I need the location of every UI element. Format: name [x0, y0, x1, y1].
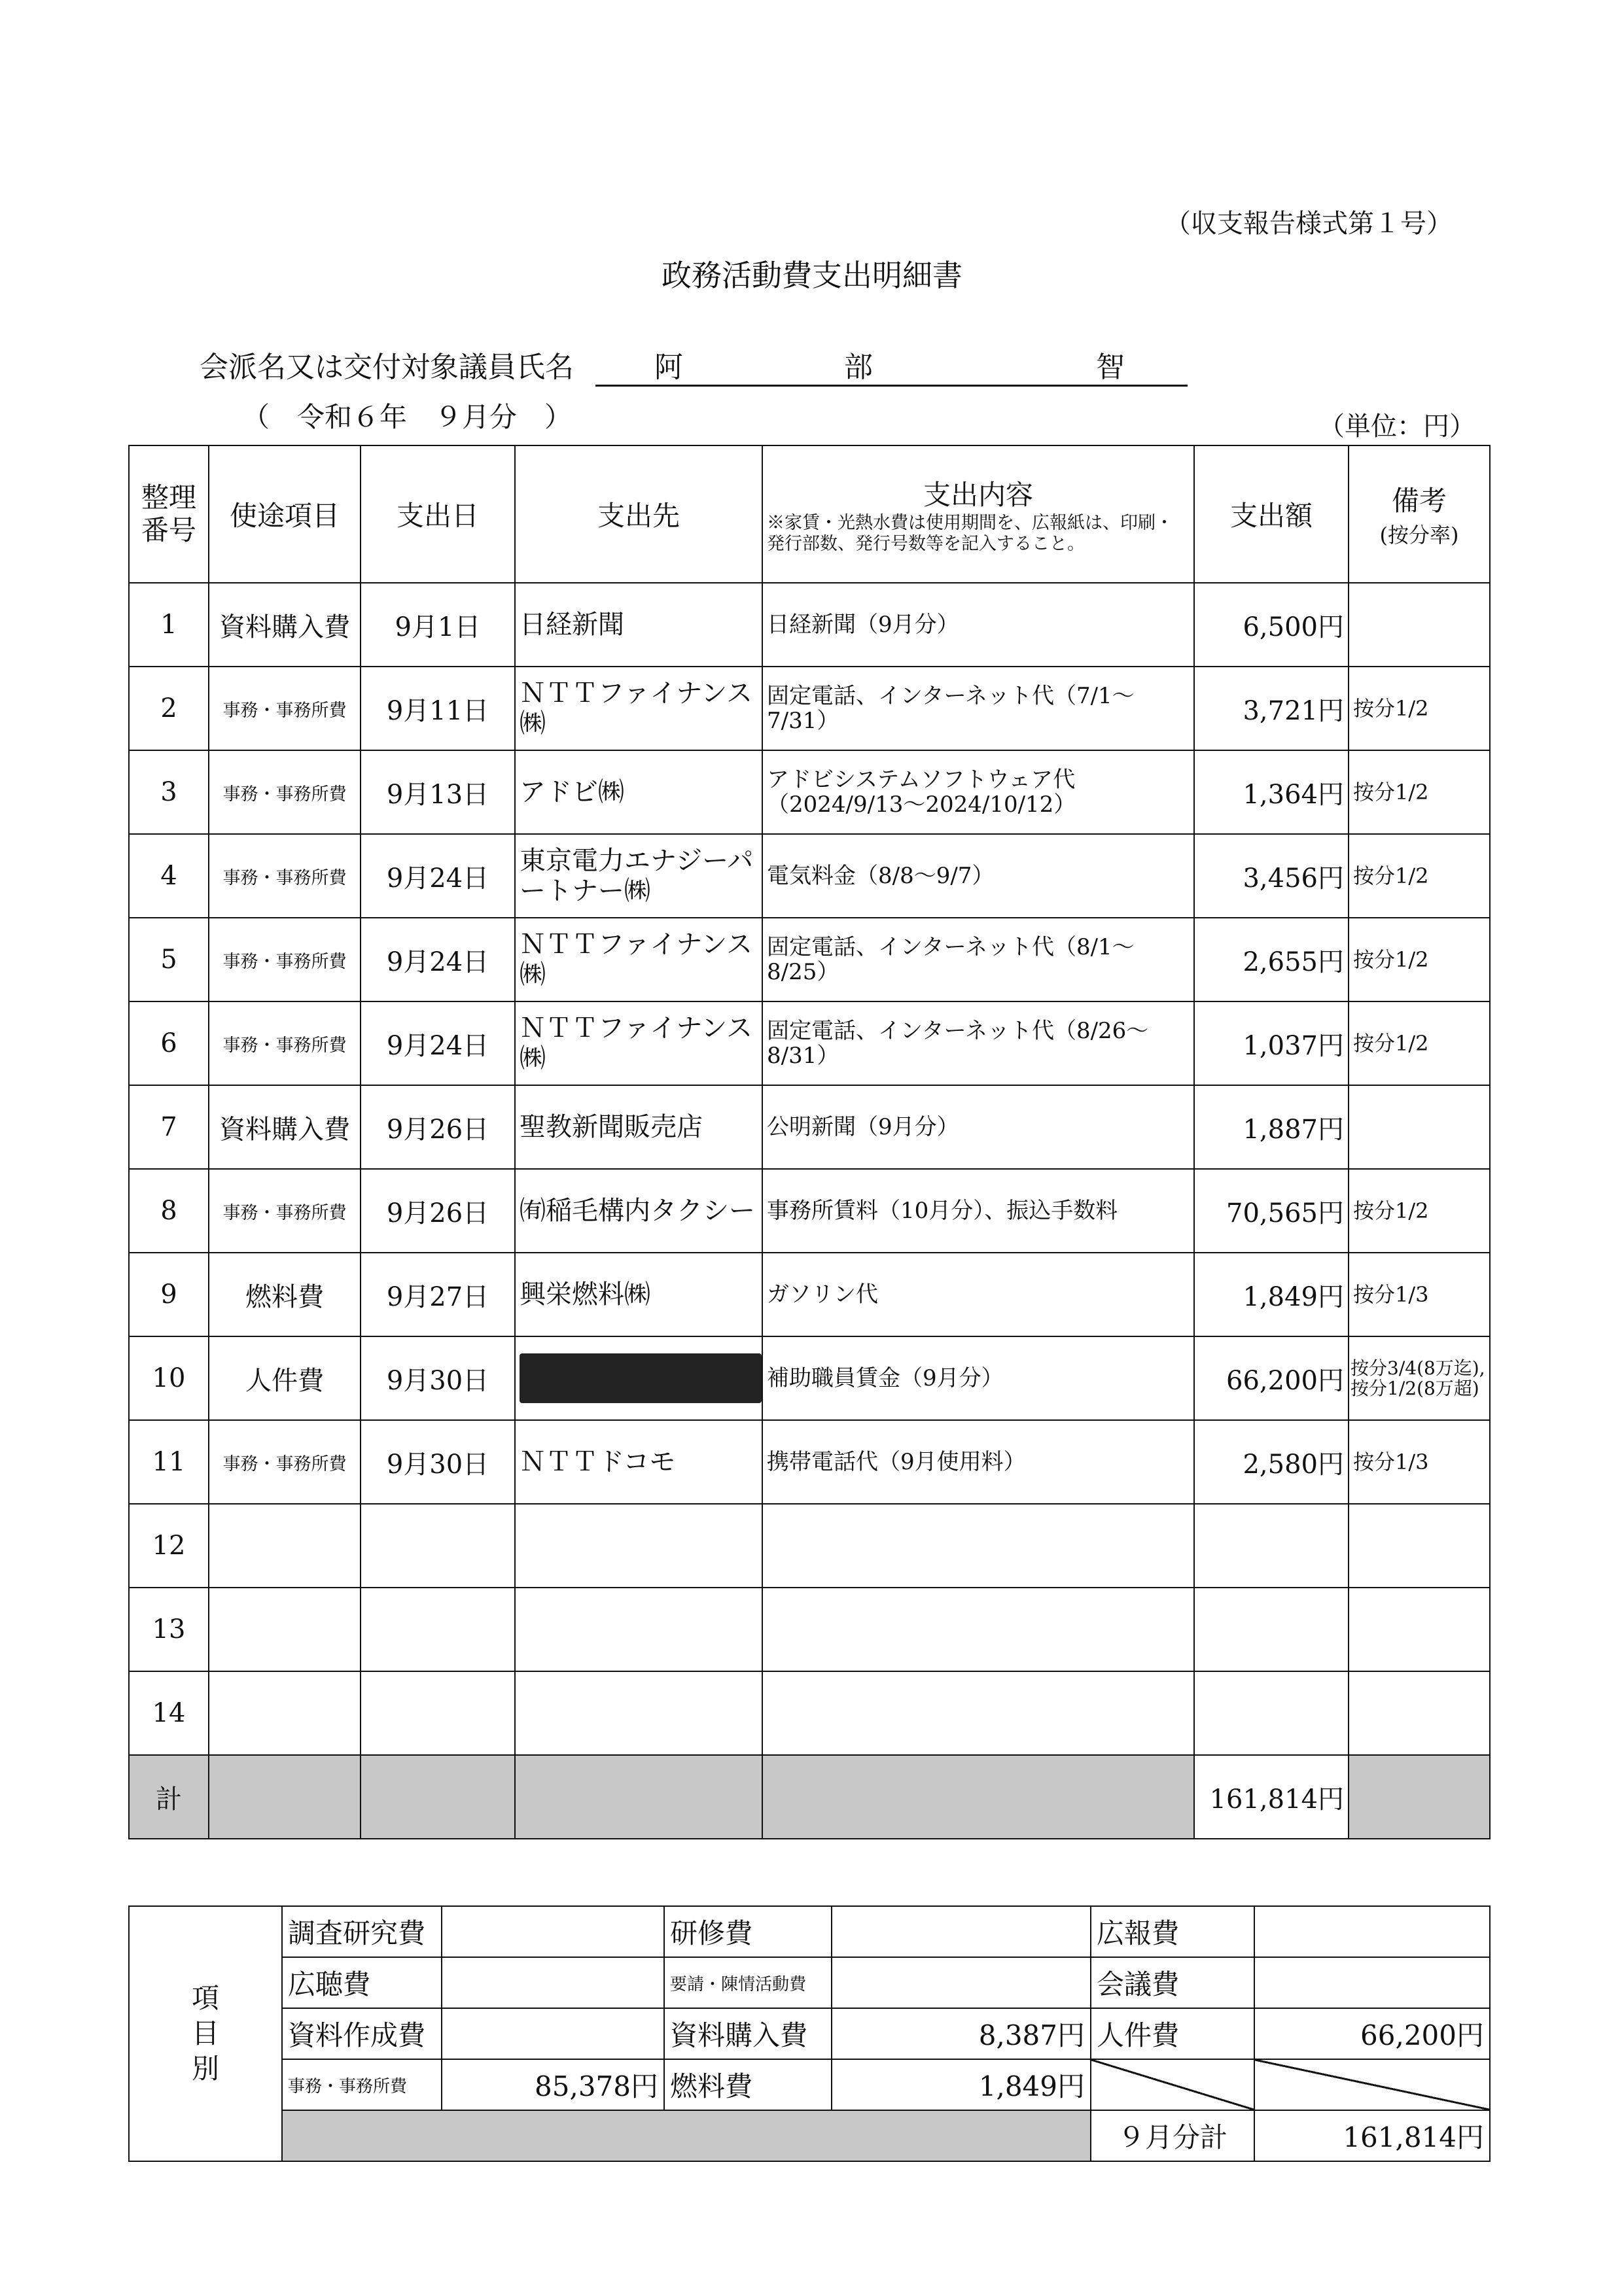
row-date [361, 1671, 515, 1755]
row-amount: 1,887円 [1194, 1085, 1349, 1169]
row-amount [1194, 1504, 1349, 1588]
cat-value-personnel: 66,200円 [1254, 2008, 1490, 2059]
row-usage: 資料購入費 [209, 1085, 361, 1169]
row-amount: 66,200円 [1194, 1336, 1349, 1420]
row-payee: 東京電力エナジーパートナー㈱ [515, 834, 762, 918]
cat-label-research: 調査研究費 [282, 1906, 442, 1957]
row-content: 日経新聞（9月分） [762, 583, 1194, 667]
row-remark: 按分3/4(8万迄),按分1/2(8万超) [1349, 1336, 1490, 1420]
cat-label-training: 研修費 [664, 1906, 832, 1957]
row-content: 固定電話、インターネット代（8/26～8/31） [762, 1001, 1194, 1085]
table-row [129, 1588, 1490, 1671]
row-date: 9月26日 [361, 1169, 515, 1253]
cat-value-pr [1254, 1906, 1490, 1957]
cat-slash-cell [1091, 2059, 1254, 2110]
row-amount: 2,655円 [1194, 918, 1349, 1001]
table-row [129, 1336, 1490, 1420]
cat-label-materials-purchase: 資料購入費 [664, 2008, 832, 2059]
cat-value-fuel: 1,849円 [832, 2059, 1091, 2110]
row-no: 11 [129, 1420, 209, 1504]
cat-value-petition [832, 1957, 1091, 2008]
cat-label-meeting: 会議費 [1091, 1957, 1254, 2008]
row-date [361, 1588, 515, 1671]
page-title: 政務活動費支出明細書 [662, 258, 962, 293]
row-content [762, 1588, 1194, 1671]
row-usage [209, 1588, 361, 1671]
row-no: 9 [129, 1253, 209, 1336]
header-remark-sub: (按分率) [1379, 523, 1459, 548]
table-row [129, 1504, 1490, 1588]
name-char-3: 智 [1096, 351, 1125, 384]
cat-label-office: 事務・事務所費 [282, 2059, 442, 2110]
total-blank [1349, 1755, 1490, 1839]
row-date: 9月24日 [361, 1001, 515, 1085]
row-remark [1349, 1671, 1490, 1755]
row-usage: 資料購入費 [209, 583, 361, 667]
row-payee: ＮＴＴドコモ [515, 1420, 762, 1504]
row-no: 5 [129, 918, 209, 1001]
row-payee [515, 1504, 762, 1588]
month-total-label: ９月分計 [1091, 2110, 1254, 2161]
row-content: 固定電話、インターネット代（7/1～7/31） [762, 667, 1194, 750]
table-row [129, 1001, 1490, 1085]
table-header-row [129, 445, 1490, 583]
table-row [129, 583, 1490, 667]
header-usage: 使途項目 [209, 445, 361, 583]
cat-label-petition: 要請・陳情活動費 [664, 1957, 832, 2008]
row-payee [515, 1671, 762, 1755]
row-no: 3 [129, 750, 209, 834]
row-content: 固定電話、インターネット代（8/1～8/25） [762, 918, 1194, 1001]
row-remark: 按分1/3 [1349, 1253, 1490, 1336]
row-usage: 事務・事務所費 [209, 1420, 361, 1504]
row-date: 9月27日 [361, 1253, 515, 1336]
table-row [129, 1671, 1490, 1755]
row-no: 13 [129, 1588, 209, 1671]
row-remark [1349, 1504, 1490, 1588]
row-remark: 按分1/3 [1349, 1420, 1490, 1504]
cat-label-hearing: 広聴費 [282, 1957, 442, 2008]
row-payee: 日経新聞 [515, 583, 762, 667]
cat-value-office: 85,378円 [442, 2059, 664, 2110]
cat-value-meeting [1254, 1957, 1490, 2008]
total-blank [515, 1755, 762, 1839]
cat-gray-filler [282, 2110, 1091, 2161]
row-date: 9月30日 [361, 1336, 515, 1420]
row-payee: ＮＴＴファイナンス㈱ [515, 918, 762, 1001]
row-remark [1349, 583, 1490, 667]
table-row [129, 750, 1490, 834]
row-payee: 興栄燃料㈱ [515, 1253, 762, 1336]
row-content: 携帯電話代（9月使用料） [762, 1420, 1194, 1504]
row-usage: 事務・事務所費 [209, 1169, 361, 1253]
cat-label-personnel: 人件費 [1091, 2008, 1254, 2059]
cat-value-materials-purchase: 8,387円 [832, 2008, 1091, 2059]
row-amount: 1,037円 [1194, 1001, 1349, 1085]
cat-value-materials-making [442, 2008, 664, 2059]
row-amount: 6,500円 [1194, 583, 1349, 667]
total-amount: 161,814円 [1194, 1755, 1349, 1839]
unit-label: （単位：円） [1318, 411, 1475, 442]
header-payee: 支出先 [515, 445, 762, 583]
row-remark: 按分1/2 [1349, 834, 1490, 918]
redacted-block [520, 1353, 762, 1403]
row-usage: 事務・事務所費 [209, 750, 361, 834]
table-row [129, 1420, 1490, 1504]
row-payee: ㈲稲毛構内タクシー [515, 1169, 762, 1253]
table-row [129, 1085, 1490, 1169]
cat-value-training [832, 1906, 1091, 1957]
row-date: 9月13日 [361, 750, 515, 834]
table-row [129, 667, 1490, 750]
row-amount: 1,364円 [1194, 750, 1349, 834]
row-content: 事務所賃料（10月分）、振込手数料 [762, 1169, 1194, 1253]
row-date: 9月24日 [361, 834, 515, 918]
total-blank [762, 1755, 1194, 1839]
row-no: 7 [129, 1085, 209, 1169]
name-label: 会派名又は交付対象議員氏名 [200, 351, 574, 384]
cat-label-pr: 広報費 [1091, 1906, 1254, 1957]
row-usage: 事務・事務所費 [209, 834, 361, 918]
row-no: 14 [129, 1671, 209, 1755]
table-row [129, 834, 1490, 918]
row-amount: 1,849円 [1194, 1253, 1349, 1336]
total-blank [361, 1755, 515, 1839]
cat-value-hearing [442, 1957, 664, 2008]
name-char-2: 部 [844, 351, 873, 384]
row-remark: 按分1/2 [1349, 750, 1490, 834]
row-usage: 人件費 [209, 1336, 361, 1420]
row-date: 9月30日 [361, 1420, 515, 1504]
row-remark: 按分1/2 [1349, 1169, 1490, 1253]
row-usage: 事務・事務所費 [209, 918, 361, 1001]
category-summary-table [128, 1905, 1491, 2162]
row-date: 9月26日 [361, 1085, 515, 1169]
header-no: 整理番号 [129, 445, 209, 583]
row-usage: 事務・事務所費 [209, 1001, 361, 1085]
row-content: ガソリン代 [762, 1253, 1194, 1336]
row-content: アドビシステムソフトウェア代（2024/9/13～2024/10/12） [762, 750, 1194, 834]
category-section-label: 項目別 [129, 1906, 282, 2161]
row-content [762, 1671, 1194, 1755]
cat-value-research [442, 1906, 664, 1957]
row-usage: 燃料費 [209, 1253, 361, 1336]
row-remark [1349, 1085, 1490, 1169]
total-row [129, 1755, 1490, 1839]
row-no: 2 [129, 667, 209, 750]
row-payee [515, 1588, 762, 1671]
expense-table [128, 445, 1491, 1839]
month-total-value: 161,814円 [1254, 2110, 1490, 2161]
row-date: 9月11日 [361, 667, 515, 750]
row-amount: 2,580円 [1194, 1420, 1349, 1504]
header-remark-title: 備考 [1391, 485, 1447, 517]
row-no: 6 [129, 1001, 209, 1085]
row-usage [209, 1671, 361, 1755]
row-payee [515, 1336, 762, 1420]
row-no: 8 [129, 1169, 209, 1253]
table-row [129, 1253, 1490, 1336]
form-number: （収支報告様式第１号） [1165, 209, 1453, 239]
row-amount: 3,456円 [1194, 834, 1349, 918]
row-amount: 70,565円 [1194, 1169, 1349, 1253]
row-no: 10 [129, 1336, 209, 1420]
row-payee: 聖教新聞販売店 [515, 1085, 762, 1169]
row-remark: 按分1/2 [1349, 667, 1490, 750]
row-date [361, 1504, 515, 1588]
row-amount [1194, 1588, 1349, 1671]
header-remark [1349, 445, 1490, 583]
cat-slash-cell [1254, 2059, 1490, 2110]
row-payee: アドビ㈱ [515, 750, 762, 834]
row-usage [209, 1504, 361, 1588]
row-no: 4 [129, 834, 209, 918]
header-date: 支出日 [361, 445, 515, 583]
row-remark: 按分1/2 [1349, 918, 1490, 1001]
header-content-title: 支出内容 [923, 479, 1033, 511]
row-payee: ＮＴＴファイナンス㈱ [515, 1001, 762, 1085]
row-usage: 事務・事務所費 [209, 667, 361, 750]
period: （ 令和６年 ９月分 ） [242, 401, 573, 433]
header-amount: 支出額 [1194, 445, 1349, 583]
row-content [762, 1504, 1194, 1588]
row-date: 9月24日 [361, 918, 515, 1001]
row-remark [1349, 1588, 1490, 1671]
header-content-note: ※家賃・光熱水費は使用期間を、広報紙は、印刷・発行部数、発行号数等を記入すること。 [767, 513, 1173, 554]
header-content [762, 445, 1194, 583]
table-row [129, 918, 1490, 1001]
row-amount [1194, 1671, 1349, 1755]
row-no: 1 [129, 583, 209, 667]
name-char-1: 阿 [654, 351, 683, 384]
total-label: 計 [129, 1755, 209, 1839]
row-date: 9月1日 [361, 583, 515, 667]
row-content: 電気料金（8/8～9/7） [762, 834, 1194, 918]
cat-label-fuel: 燃料費 [664, 2059, 832, 2110]
cat-label-materials-making: 資料作成費 [282, 2008, 442, 2059]
row-no: 12 [129, 1504, 209, 1588]
total-blank [209, 1755, 361, 1839]
row-amount: 3,721円 [1194, 667, 1349, 750]
row-remark: 按分1/2 [1349, 1001, 1490, 1085]
table-row [129, 1169, 1490, 1253]
row-content: 公明新聞（9月分） [762, 1085, 1194, 1169]
row-content: 補助職員賃金（9月分） [762, 1336, 1194, 1420]
row-payee: ＮＴＴファイナンス㈱ [515, 667, 762, 750]
